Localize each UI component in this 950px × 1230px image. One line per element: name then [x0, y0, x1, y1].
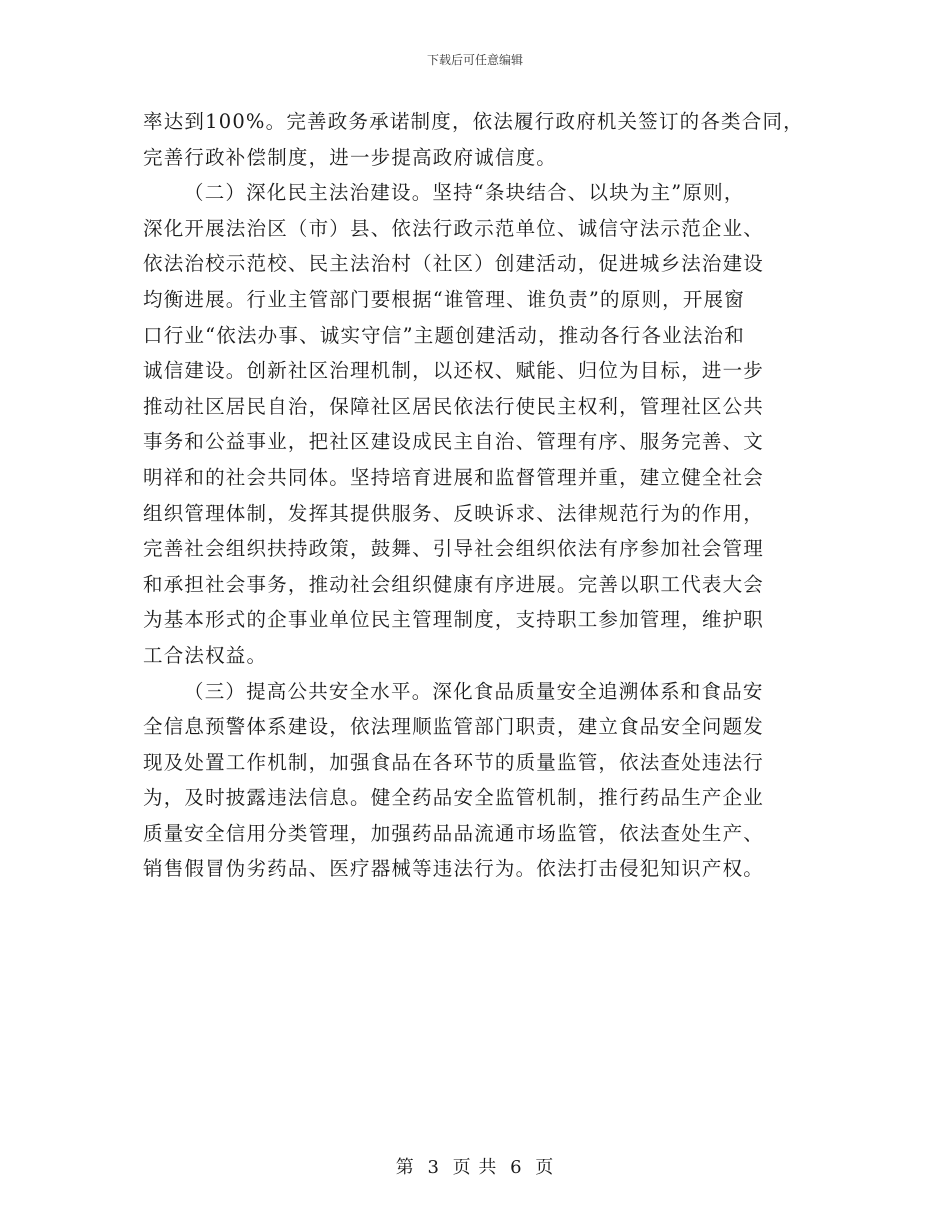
text-line: 完善社会组织扶持政策，鼓舞、引导社会组织依法有序参加社会管理: [143, 537, 765, 561]
paragraph-2: [143, 175, 813, 673]
page-header: [0, 52, 950, 68]
text-line: 销售假冒伪劣药品、医疗器械等违法行为。依法打击侵犯知识产权。: [143, 857, 765, 881]
text-line: 全信息预警体系建设，依法理顺监管部门职责，建立食品安全问题发: [143, 715, 765, 739]
text-line: 事务和公益事业，把社区建设成民主自治、管理有序、服务完善、文: [143, 430, 765, 454]
text-line: 明祥和的社会共同体。坚持培育进展和监督管理并重，建立健全社会: [143, 465, 765, 489]
text-line: 质量安全信用分类管理，加强药品品流通市场监管，依法查处生产、: [143, 821, 765, 845]
current-page-number: 3: [427, 1157, 440, 1178]
paragraph-3: [143, 674, 813, 888]
text-line: （二）深化民主法治建设。坚持“条块结合、以块为主”原则，: [184, 181, 745, 205]
text-line: 为，及时披露违法信息。健全药品安全监管机制，推行药品生产企业: [143, 786, 765, 810]
text-line: （三）提高公共安全水平。深化食品质量安全追溯体系和食品安: [184, 679, 764, 703]
paragraph-1: [143, 104, 813, 175]
text-line: 组织管理体制，发挥其提供服务、反映诉求、法律规范行为的作用，: [143, 501, 765, 525]
text-line: 为基本形式的企事业单位民主管理制度，支持职工参加管理，维护职: [143, 608, 765, 632]
text-line: 均衡进展。行业主管部门要根据“谁管理、谁负责”的原则，开展窗: [143, 287, 745, 311]
text-line: 诚信建设。创新社区治理机制，以还权、赋能、归位为目标，进一步: [143, 359, 765, 383]
page-footer: [0, 1157, 950, 1179]
header-note: 下载后可任意编辑: [426, 53, 523, 67]
footer-middle: 页 共: [452, 1157, 498, 1178]
text-line: 工合法权益。: [143, 643, 268, 667]
text-line: 深化开展法治区（市）县、依法行政示范单位、诚信守法示范企业、: [143, 216, 765, 240]
text-line: 率达到100%。完善政务承诺制度，依法履行政府机关签订的各类合同，: [143, 110, 804, 133]
text-line: 推动社区居民自治，保障社区居民依法行使民主权利，管理社区公共: [143, 394, 765, 418]
footer-prefix: 第: [395, 1157, 415, 1178]
text-line: 现及处置工作机制，加强食品在各环节的质量监管，依法查处违法行: [143, 750, 765, 774]
footer-suffix: 页: [535, 1157, 555, 1178]
text-line: 依法治校示范校、民主法治村（社区）创建活动，促进城乡法治建设: [143, 252, 765, 276]
text-line: 完善行政补偿制度，进一步提高政府诚信度。: [143, 145, 558, 169]
document-body: [143, 104, 813, 887]
total-pages-number: 6: [510, 1157, 523, 1178]
text-line: 口行业“依法办事、诚实守信”主题创建活动，推动各行各业法治和: [143, 323, 745, 347]
text-line: 和承担社会事务，推动社会组织健康有序进展。完善以职工代表大会: [143, 572, 765, 596]
